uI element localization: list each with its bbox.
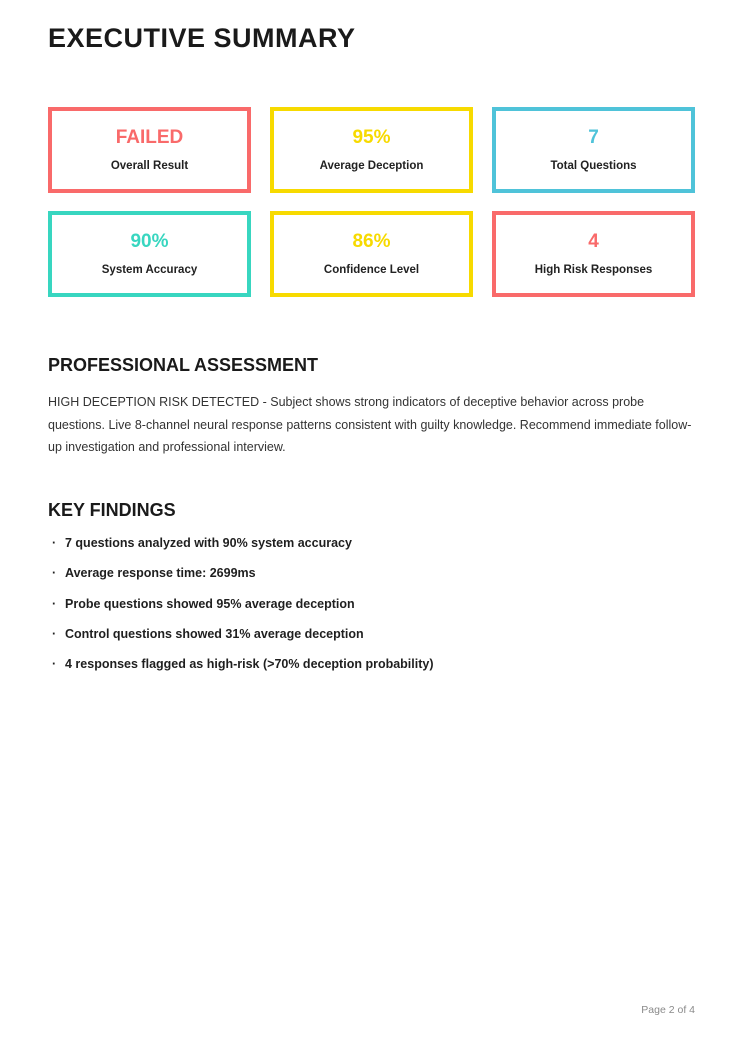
stat-card-system-accuracy [48,211,251,297]
list-item [48,596,695,612]
stat-label: Total Questions [550,160,637,173]
stat-label: Average Deception [319,160,424,173]
list-item [48,626,695,642]
list-item-text: 4 responses flagged as high-risk (>70% deception probability) [65,657,434,672]
list-item [48,656,695,672]
stat-value: 90% [130,231,169,253]
stat-label: High Risk Responses [534,264,653,277]
summary-stats-grid [48,107,695,297]
stat-value: 4 [588,231,599,253]
bullet-marker: · [52,536,57,551]
page-title: EXECUTIVE SUMMARY [48,23,356,53]
stat-value: 86% [352,231,391,253]
bullet-marker: · [52,626,57,641]
professional-assessment-section [48,355,695,458]
stat-value: FAILED [115,127,184,149]
bullet-marker: · [52,566,57,581]
list-item [48,535,695,551]
list-item-text: 7 questions analyzed with 90% system accuracy [65,536,352,551]
stat-card-total-questions [492,107,695,193]
stat-card-average-deception [270,107,473,193]
assessment-heading: PROFESSIONAL ASSESSMENT [48,355,319,376]
findings-heading: KEY FINDINGS [48,500,176,521]
assessment-body: HIGH DECEPTION RISK DETECTED - Subject shows strong indicators of deceptive behavior across probe questions. Live 8-channel neural response patterns consistent with guilty knowledge. Recommend immediate follow-up investigation and professional interview. [48,395,692,454]
stat-card-confidence-level [270,211,473,297]
bullet-marker: · [52,657,57,672]
bullet-marker: · [52,596,57,611]
findings-list [48,535,695,672]
stat-card-high-risk-responses [492,211,695,297]
stat-value: 95% [352,127,391,149]
list-item-text: Probe questions showed 95% average deception [65,596,355,611]
page-number-footer: Page 2 of 4 [641,1004,695,1016]
list-item-text: Average response time: 2699ms [65,566,256,581]
stat-value: 7 [588,127,599,149]
stat-card-overall-result [48,107,251,193]
stat-label: System Accuracy [101,264,198,277]
stat-label: Overall Result [110,160,189,173]
list-item [48,565,695,581]
stat-label: Confidence Level [323,264,420,277]
list-item-text: Control questions showed 31% average deception [65,626,364,641]
key-findings-section [48,500,695,672]
